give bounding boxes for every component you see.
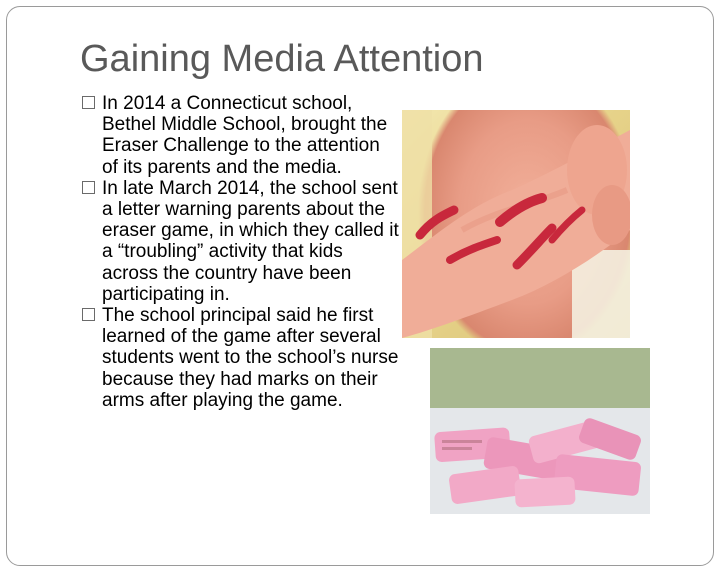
photo-pink-erasers: [430, 348, 650, 514]
bullet-item: [82, 305, 400, 411]
bullet-item: [82, 93, 400, 178]
photo-hand-eraser-marks: [402, 110, 630, 338]
bullet-text: In 2014 a Connecticut school, Bethel Middle School, brought the Eraser Challenge to the attention of its parents and the media.: [102, 93, 388, 178]
bullet-text: The school principal said he first learned of the game after several students went to the school’s nurse because they had marks on their arms after playing the game.: [102, 305, 399, 411]
hollow-square-icon: [82, 181, 95, 194]
hollow-square-icon: [82, 96, 95, 109]
bullet-text: In late March 2014, the school sent a letter warning parents about the eraser game, in which they called it a “troubling” activity that kids across the country have been participating in.: [102, 177, 399, 305]
bullet-item: [82, 178, 400, 305]
hollow-square-icon: [82, 308, 95, 321]
bullet-list: [82, 93, 400, 411]
slide-title: Gaining Media Attention: [80, 38, 484, 80]
